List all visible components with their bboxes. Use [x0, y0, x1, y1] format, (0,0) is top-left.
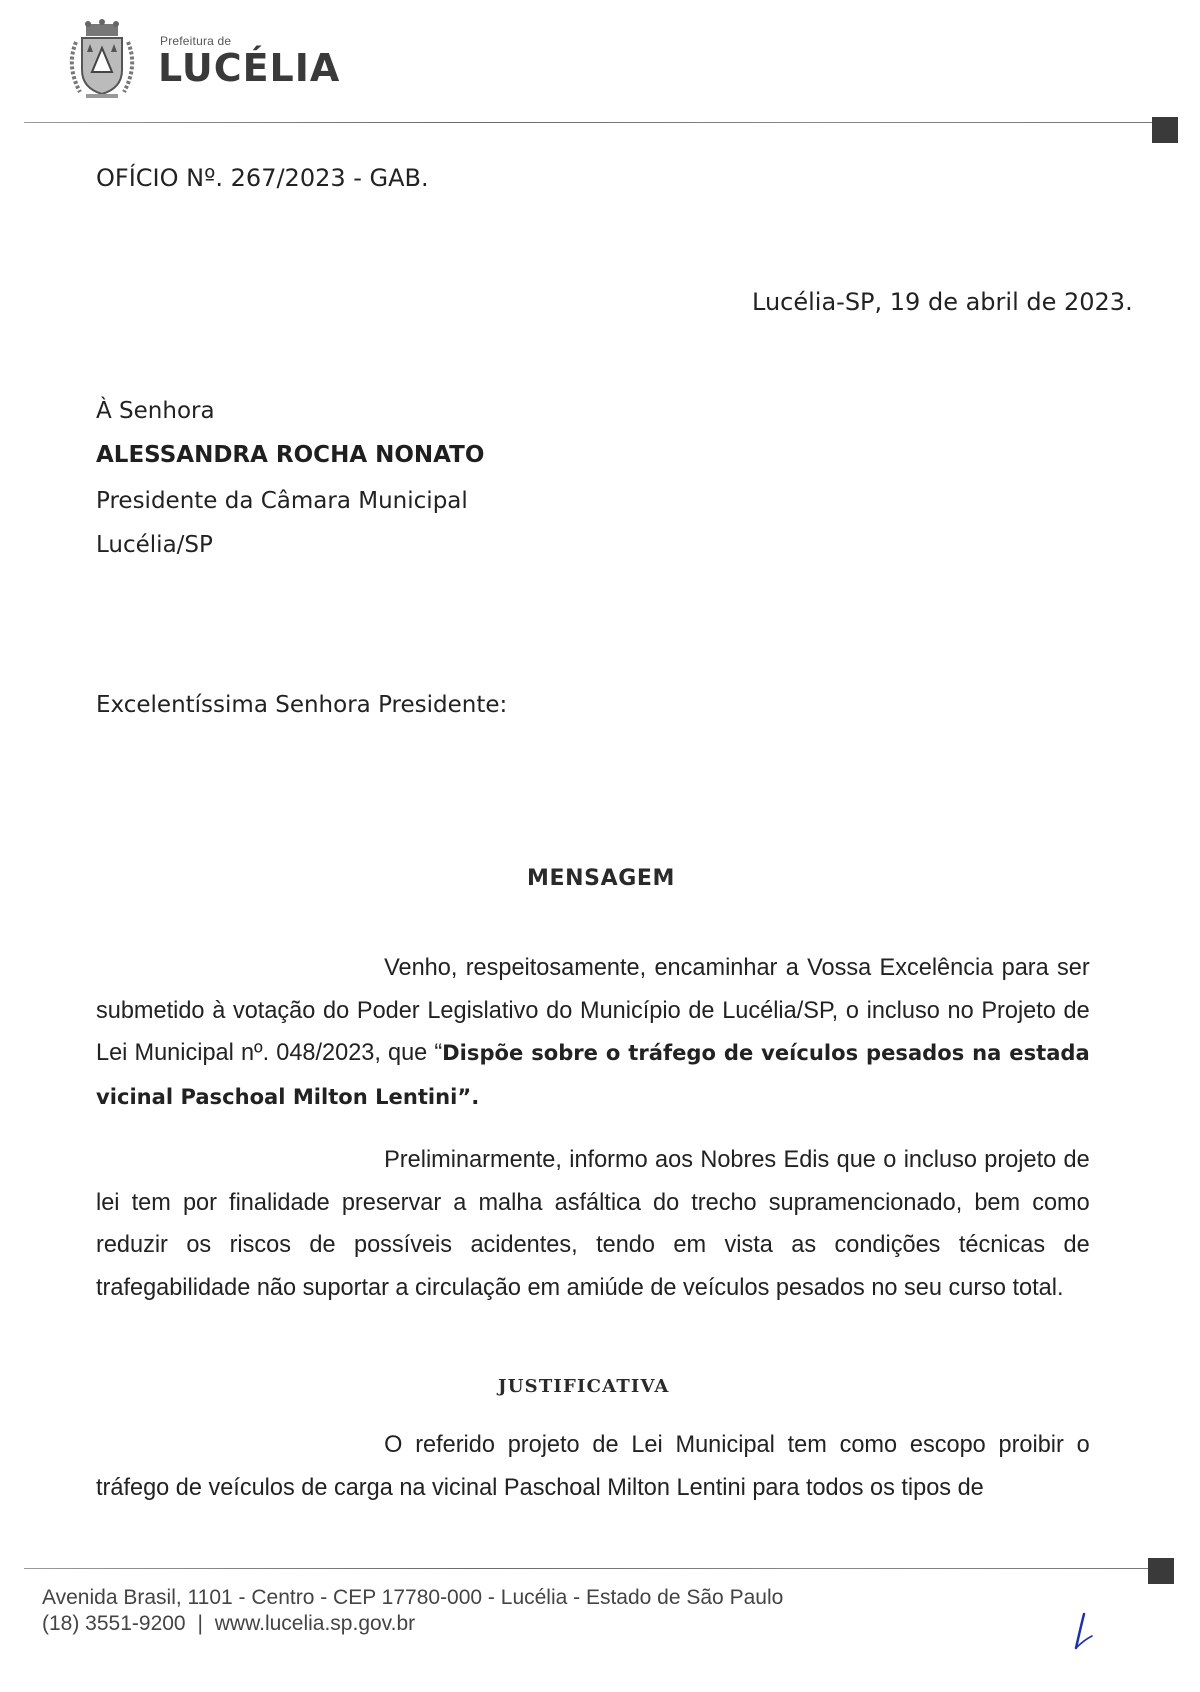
header-divider [24, 122, 1154, 123]
section-heading-justificativa: JUSTIFICATIVA [498, 1376, 670, 1397]
recipient-location: Lucélia/SP [96, 532, 213, 558]
law-title-bold: Dispõe sobre o tráfego de veículos pesados na estada vicinal Paschoal Milton Lentini”. [96, 1041, 1090, 1110]
recipient-title: Presidente da Câmara Municipal [96, 488, 468, 514]
municipality-logo [48, 14, 341, 98]
footer-address: Avenida Brasil, 1101 - Centro - CEP 17780-000 - Lucélia - Estado de São Paulo [42, 1586, 784, 1609]
footer-contact [42, 1612, 415, 1636]
header-square-marker [1152, 117, 1178, 143]
paragraph-request [96, 947, 1090, 1119]
logo-prefix: Prefeitura de [160, 34, 232, 48]
place-date: Lucélia-SP, 19 de abril de 2023. [752, 288, 1133, 316]
recipient-name: ALESSANDRA ROCHA NONATO [96, 442, 485, 468]
footer-website-link[interactable]: www.lucelia.sp.gov.br [214, 1612, 416, 1635]
recipient-salutation: À Senhora [96, 398, 215, 424]
footer-separator: | [197, 1612, 203, 1635]
paragraph-justification-text: O referido projeto de Lei Municipal tem como escopo proibir o tráfego de veículos de carga na vicinal Paschoal Milton Lentini para todos os tipos de [96, 1431, 1090, 1501]
paragraph-preliminary [96, 1139, 1090, 1309]
coat-of-arms-icon [60, 18, 144, 102]
paragraph-request-text: Venho, respeitosamente, encaminhar a Vossa Excelência para ser submetido à votação do Poder Legislativo do Município de Lucélia/SP, o incluso no Projeto de Lei Municipal nº. 048/2023, que “ [96, 954, 1090, 1066]
paragraph-preliminary-text: Preliminarmente, informo aos Nobres Edis que o incluso projeto de lei tem por finalidade preservar a malha asfáltica do trecho supramencionado, bem como reduzir os riscos de possíveis acidentes, tendo em vista as condições técnicas de trafegabilidade não suportar a circulação em amiúde de veículos pesados no seu curso total. [96, 1146, 1090, 1301]
paragraph-justification [96, 1424, 1090, 1509]
footer-square-marker [1148, 1558, 1174, 1584]
oficio-number: OFÍCIO Nº. 267/2023 - GAB. [96, 164, 429, 192]
footer-divider [24, 1568, 1150, 1569]
section-heading-mensagem: MENSAGEM [527, 866, 675, 891]
logo-name: LUCÉLIA [158, 46, 341, 90]
footer-phone: (18) 3551-9200 [42, 1612, 186, 1635]
greeting: Excelentíssima Senhora Presidente: [96, 692, 508, 718]
handwritten-initial-icon [1070, 1612, 1100, 1654]
